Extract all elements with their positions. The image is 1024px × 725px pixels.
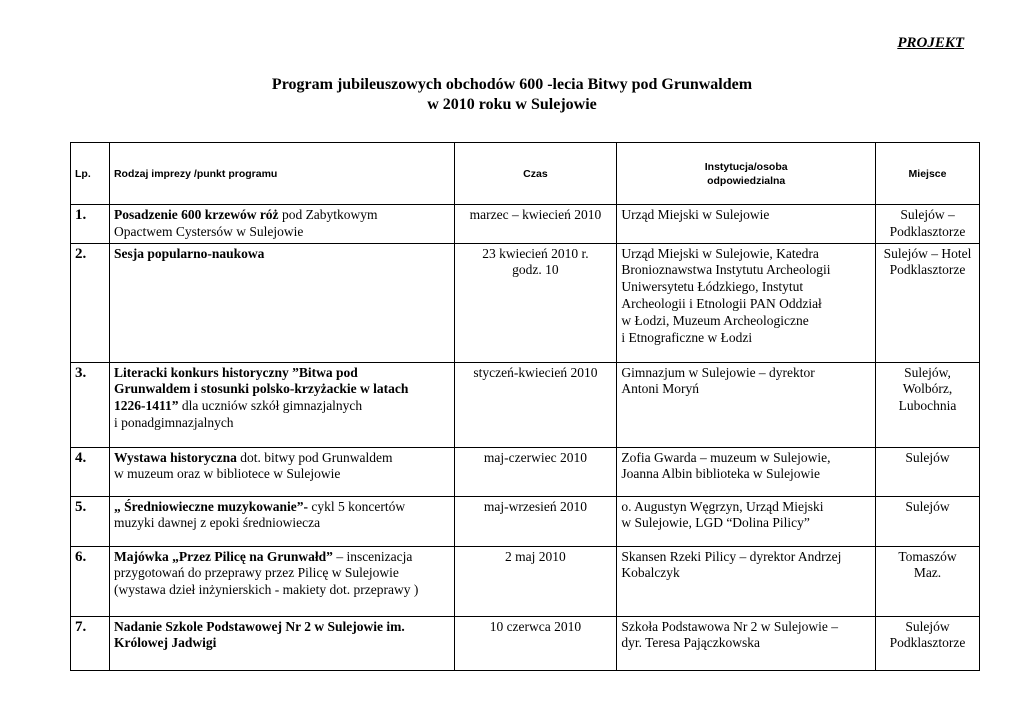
organizer-line: Gimnazjum w Sulejowie – dyrektor	[621, 364, 815, 380]
event-title: Wystawa historyczna	[113, 449, 237, 465]
date-cell	[454, 243, 617, 362]
location-line: Lubochnia	[898, 398, 957, 414]
column-header-miejsce: Miejsce	[876, 143, 980, 205]
row-number: 5.	[71, 496, 110, 546]
location-line: Podklasztorze	[889, 223, 966, 239]
column-header-instytucja-line1: Instytucja/osoba	[704, 160, 788, 173]
location-line: Maz.	[913, 565, 942, 581]
organizer-line: Archeologii i Etnologii PAN Oddział	[621, 295, 822, 311]
location-cell	[876, 447, 980, 496]
event-cell	[109, 546, 454, 616]
event-description: przygotowań do przeprawy przez Pilicę w Sulejowie	[113, 565, 399, 581]
organizer-cell	[617, 243, 876, 362]
table-row	[71, 616, 980, 670]
location-line: Sulejów	[905, 449, 950, 465]
location-cell	[876, 362, 980, 447]
program-table	[70, 142, 980, 671]
location-line: Sulejów,	[904, 364, 951, 380]
location-line: Podklasztorze	[889, 635, 966, 651]
date-cell: marzec – kwiecień 2010	[454, 205, 617, 244]
organizer-line: dyr. Teresa Pajączkowska	[621, 635, 760, 651]
row-number: 1.	[71, 205, 110, 244]
row-number: 6.	[71, 546, 110, 616]
event-title: „ Średniowieczne muzykowanie”-	[113, 498, 308, 514]
event-description: dla uczniów szkół gimnazjalnych	[178, 398, 363, 414]
column-header-lp: Lp.	[71, 143, 110, 205]
organizer-line: Skansen Rzeki Pilicy – dyrektor Andrzej	[621, 548, 842, 564]
organizer-line: Joanna Albin biblioteka w Sulejowie	[621, 466, 821, 482]
event-cell	[109, 447, 454, 496]
row-number: 2.	[71, 243, 110, 362]
location-line: Sulejów –	[900, 207, 955, 222]
event-title: Literacki konkurs historyczny ”Bitwa pod	[113, 364, 358, 380]
event-description: Opactwem Cystersów w Sulejowie	[113, 223, 304, 239]
location-cell	[876, 243, 980, 362]
date-cell: maj-czerwiec 2010	[454, 447, 617, 496]
event-description: (wystawa dzieł inżynierskich - makiety dot. przeprawy )	[113, 582, 419, 598]
event-cell	[109, 496, 454, 546]
column-header-instytucja	[617, 143, 876, 205]
event-description: – inscenizacja	[332, 548, 413, 564]
date-line: 23 kwiecień 2010 r.	[482, 245, 589, 261]
location-cell	[876, 546, 980, 616]
event-cell	[109, 205, 454, 244]
event-title: Grunwaldem i stosunki polsko-krzyżackie w latach	[113, 381, 409, 397]
column-header-czas: Czas	[454, 143, 617, 205]
location-line: Sulejów	[905, 498, 950, 514]
organizer-cell	[617, 447, 876, 496]
table-row	[71, 546, 980, 616]
date-cell: maj-wrzesień 2010	[454, 496, 617, 546]
organizer-line: o. Augustyn Węgrzyn, Urząd Miejski	[621, 498, 824, 514]
location-cell	[876, 496, 980, 546]
time-line: godz. 10	[512, 262, 559, 278]
event-cell	[109, 243, 454, 362]
row-number: 7.	[71, 616, 110, 670]
location-cell	[876, 616, 980, 670]
event-description: muzyki dawnej z epoki średniowiecza	[113, 515, 321, 531]
organizer-cell	[617, 546, 876, 616]
location-line: Sulejów – Hotel	[883, 245, 972, 261]
location-line: Tomaszów	[898, 548, 957, 564]
event-title: Królowej Jadwigi	[113, 635, 217, 651]
date-cell: styczeń-kwiecień 2010	[454, 362, 617, 447]
location-cell	[876, 205, 980, 244]
organizer-line: w Łodzi, Muzeum Archeologiczne	[621, 312, 809, 328]
location-line: Podklasztorze	[889, 262, 966, 278]
date-cell: 2 maj 2010	[454, 546, 617, 616]
organizer-cell	[617, 205, 876, 244]
row-number: 3.	[71, 362, 110, 447]
organizer-line: i Etnograficzne w Łodzi	[621, 329, 753, 345]
organizer-cell	[617, 362, 876, 447]
event-cell	[109, 616, 454, 670]
location-line: Sulejów	[905, 618, 950, 634]
location-line: Wolbórz,	[902, 381, 953, 397]
organizer-line: w Sulejowie, LGD “Dolina Pilicy”	[621, 515, 810, 531]
event-description: i ponadgimnazjalnych	[113, 414, 234, 430]
organizer-line: Antoni Moryń	[621, 381, 699, 397]
organizer-line: Urząd Miejski w Sulejowie, Katedra	[621, 245, 819, 261]
title-line-2: w 2010 roku w Sulejowie	[427, 96, 597, 113]
organizer-line: Zofia Gwarda – muzeum w Sulejowie,	[621, 449, 831, 465]
table-row	[71, 496, 980, 546]
organizer-line: Uniwersytetu Łódzkiego, Instytut	[621, 279, 804, 295]
organizer-line: Kobalczyk	[621, 565, 680, 581]
organizer-line: Bronioznawstwa Instytutu Archeologii	[621, 262, 831, 278]
organizer-line: Szkoła Podstawowa Nr 2 w Sulejowie –	[621, 618, 839, 634]
event-description: w muzeum oraz w bibliotece w Sulejowie	[113, 466, 341, 482]
document-status-label: PROJEKT	[897, 35, 964, 51]
organizer-line: Urząd Miejski w Sulejowie	[621, 207, 770, 222]
event-title: Majówka „Przez Pilicę na Grunwałd”	[113, 548, 333, 564]
table-row	[71, 362, 980, 447]
event-title: 1226-1411”	[113, 398, 179, 414]
page-title	[0, 75, 1024, 115]
event-description: dot. bitwy pod Grunwaldem	[236, 449, 393, 465]
table-row	[71, 243, 980, 362]
event-title: Posadzenie 600 krzewów róż	[113, 207, 279, 222]
event-title: Nadanie Szkole Podstawowej Nr 2 w Sulejowie im.	[113, 618, 405, 634]
column-header-instytucja-line2: odpowiedzialna	[707, 174, 786, 187]
table-header-row	[71, 143, 980, 205]
event-title: Sesja popularno-naukowa	[113, 245, 265, 261]
event-cell	[109, 362, 454, 447]
row-number: 4.	[71, 447, 110, 496]
event-description: pod Zabytkowym	[278, 207, 378, 222]
title-line-1: Program jubileuszowych obchodów 600 -lecia Bitwy pod Grunwaldem	[271, 76, 753, 93]
column-header-rodzaj: Rodzaj imprezy /punkt programu	[109, 143, 454, 205]
table-row	[71, 447, 980, 496]
organizer-cell	[617, 616, 876, 670]
organizer-cell	[617, 496, 876, 546]
table-row	[71, 205, 980, 244]
event-description: cykl 5 koncertów	[307, 498, 406, 514]
date-cell: 10 czerwca 2010	[454, 616, 617, 670]
